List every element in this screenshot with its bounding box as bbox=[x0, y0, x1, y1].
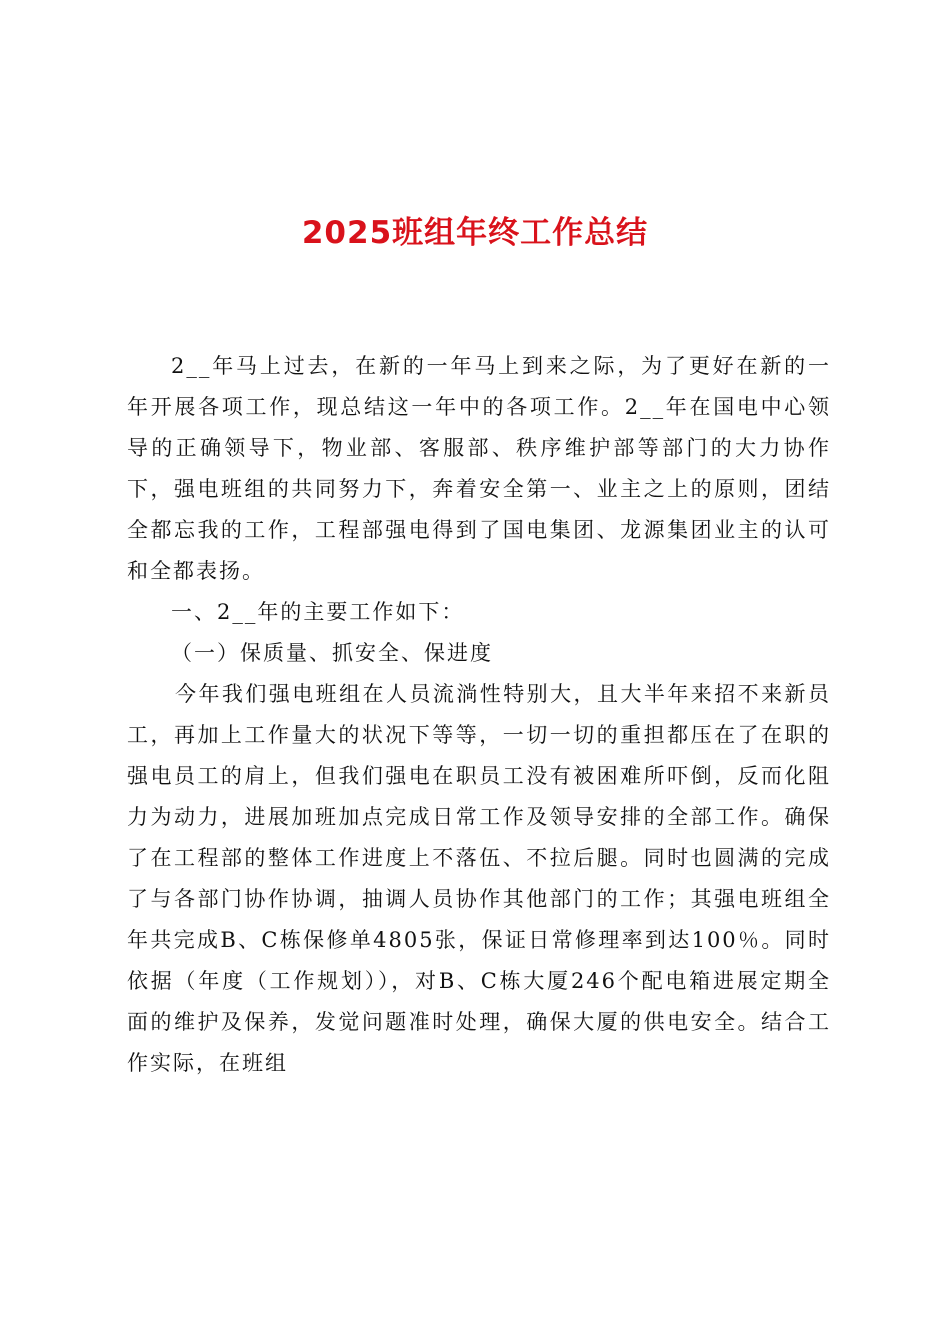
paragraph-quality-safety: 今年我们强电班组在人员流淌性特别大，且大半年来招不来新员工，再加上工作量大的状况下等等，一切一切的重担都压在了在职的强电员工的肩上，但我们强电在职员工没有被困难所吓倒，反而化阻力为动力，进展加班加点完成日常工作及领导安排的全部工作。确保了在工程部的整体工作进度上不落伍、不拉后腿。同时也圆满的完成了与各部门协作协调，抽调人员协作其他部门的工作；其强电班组全年共完成B、C栋保修单4805张，保证日常修理率到达100％。同时依据（年度（工作规划）），对B、C栋大厦246个配电箱进展定期全面的维护及保养，发觉问题准时处理，确保大厦的供电安全。结合工作实际，在班组 bbox=[127, 682, 831, 1075]
subsection-heading-quality-safety: （一）保质量、抓安全、保进度 bbox=[171, 641, 493, 665]
paragraph-intro: 2__年马上过去，在新的一年马上到来之际，为了更好在新的一年开展各项工作，现总结这一年中的各项工作。2__年在国电中心领导的正确领导下，物业部、客服部、秩序维护部等部门的大力协作下，强电班组的共同努力下，奔着安全第一、业主之上的原则，团结全都忘我的工作，工程部强电得到了国电集团、龙源集团业主的认可和全都表扬。 bbox=[127, 354, 831, 583]
section-heading-main-work: 一、2__年的主要工作如下： bbox=[171, 600, 465, 624]
document-title: 2025班组年终工作总结 bbox=[301, 215, 649, 251]
document-body bbox=[127, 346, 831, 1084]
